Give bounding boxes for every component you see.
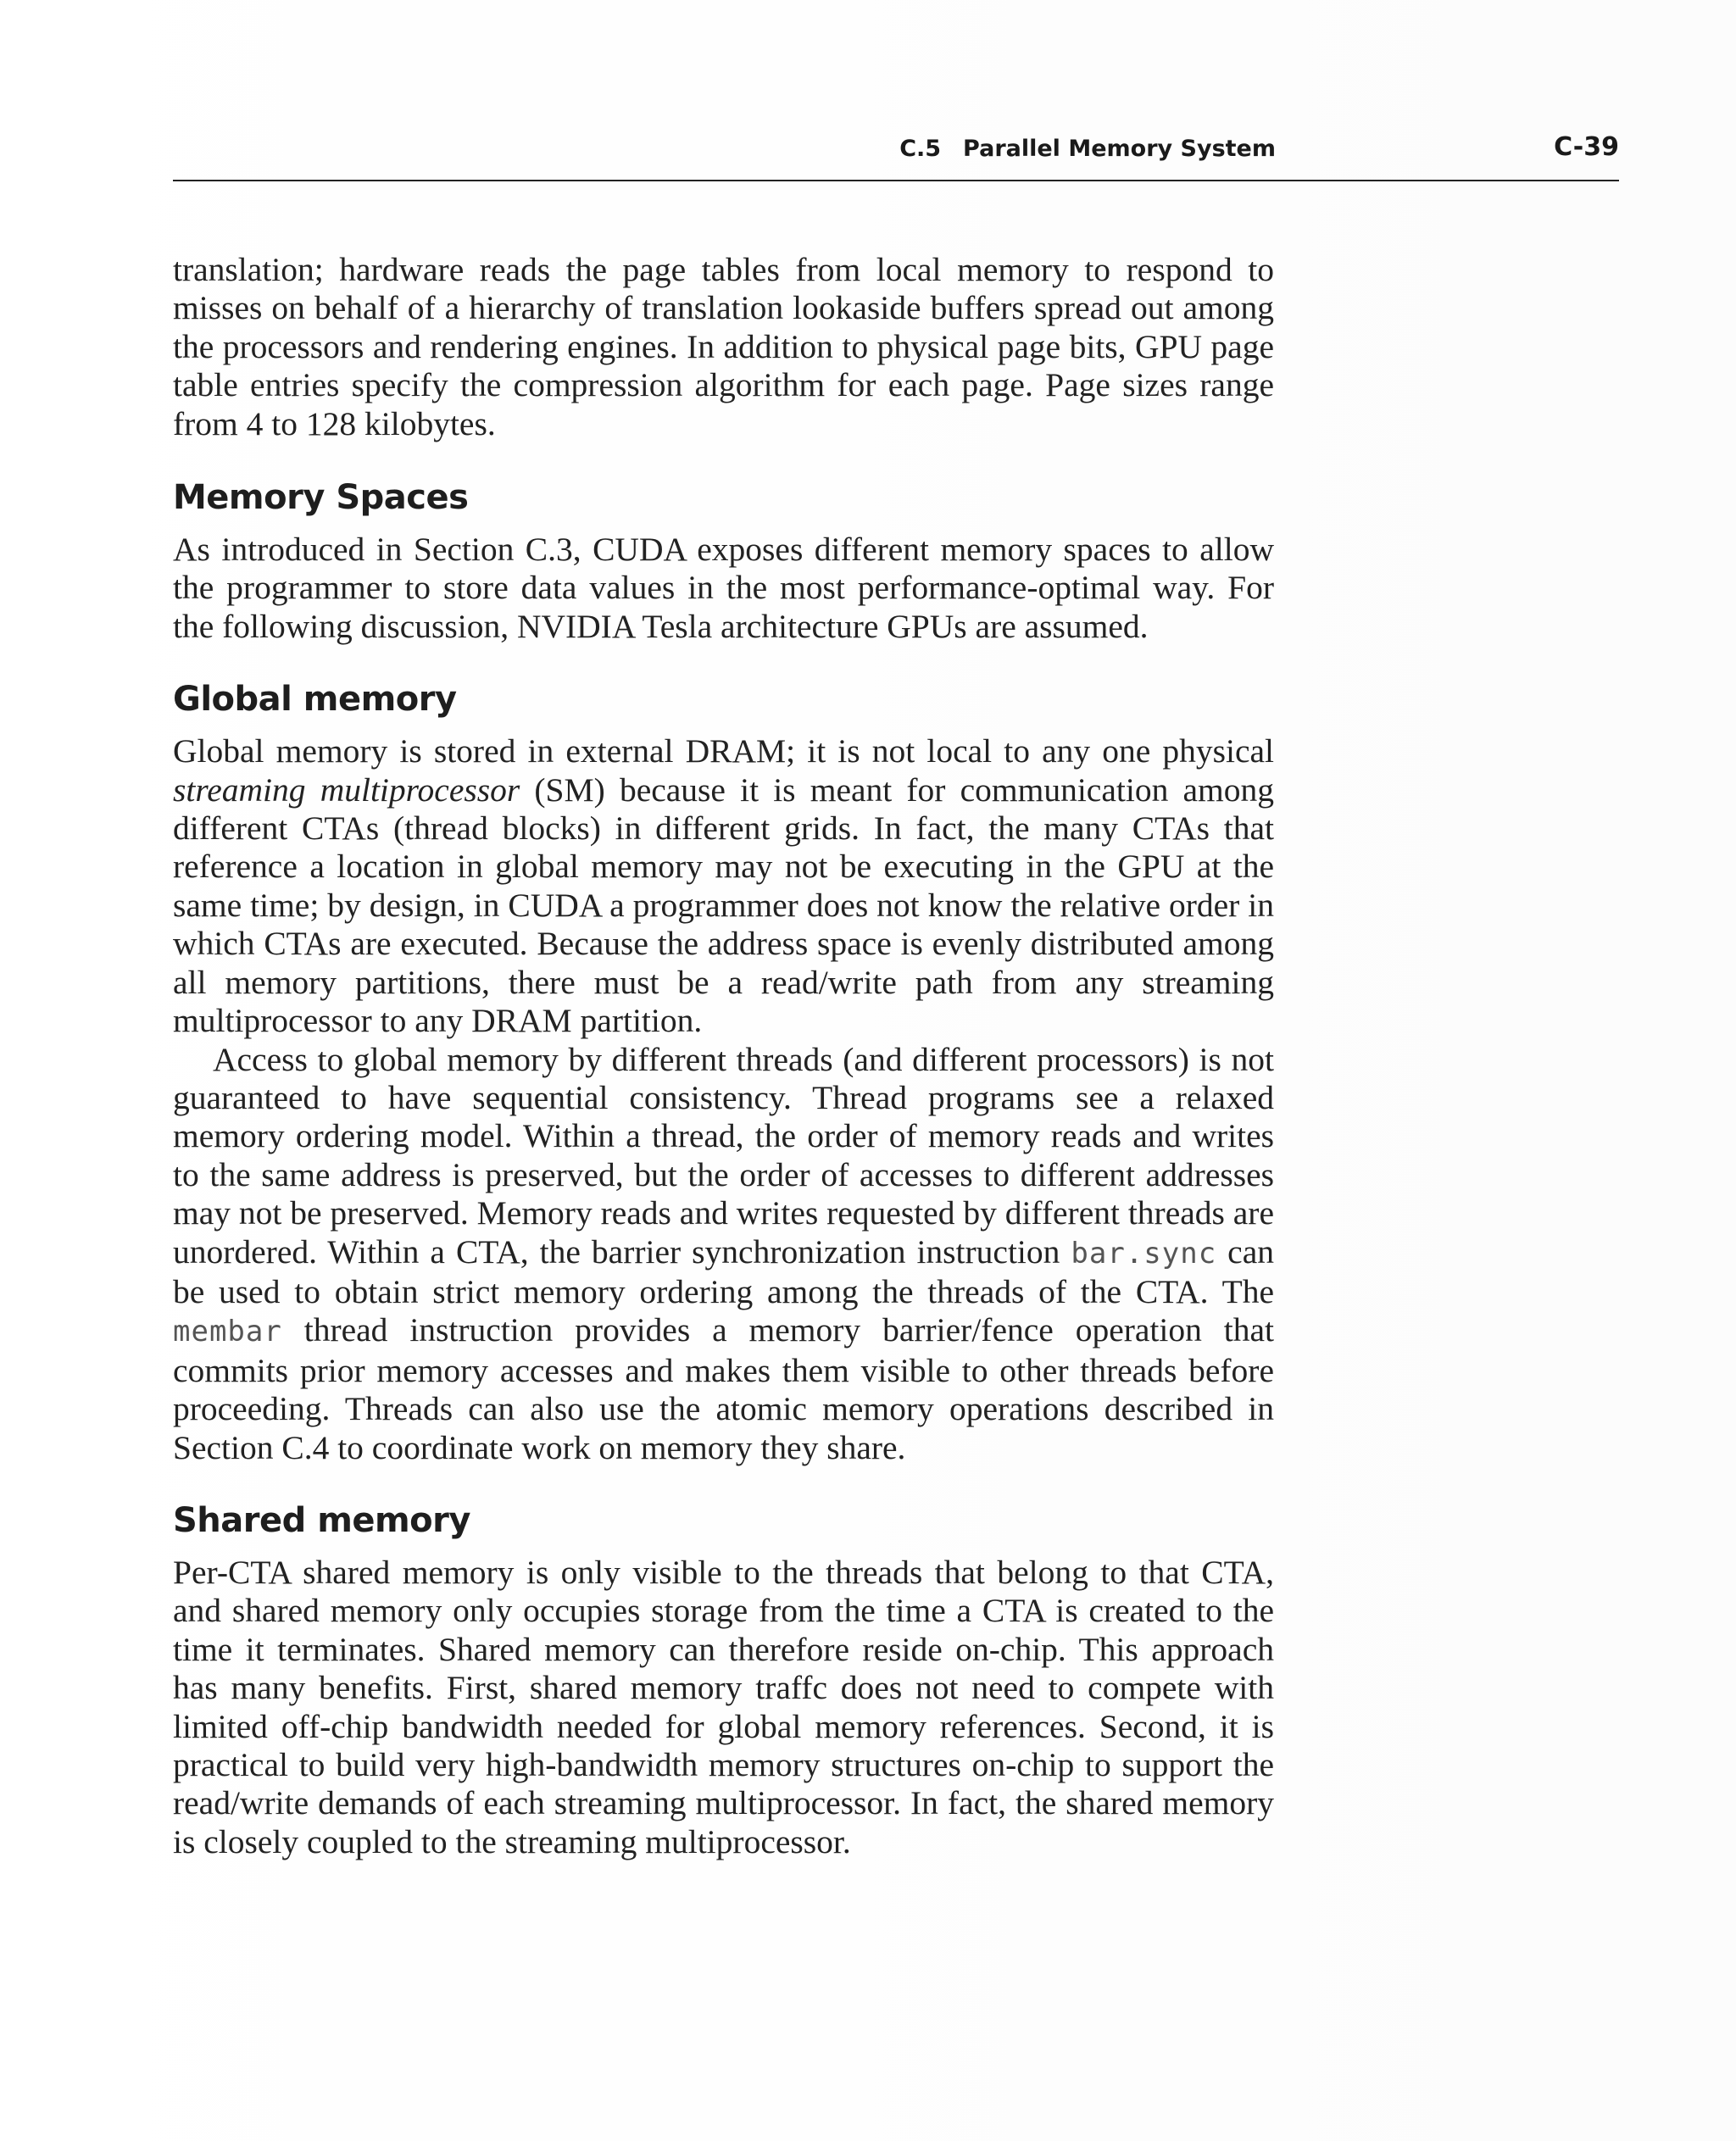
global-memory-paragraph-1 [173,732,1274,1040]
text-run: Global memory is stored in external DRAM; it is not local to any one physical [173,732,1274,770]
text-run: thread instruction provides a memory barrier/fence operation that commits prior memory accesses and makes them visible to other threads before proceeding. Threads can also use the atomic memory operations described in Section C.4 to coordinate work on memory they share. [173,1311,1274,1466]
page-number: C-39 [1554,132,1619,162]
global-memory-paragraph-2 [173,1041,1274,1467]
shared-memory-paragraph: Per-CTA shared memory is only visible to the threads that belong to that CTA, and shared memory only occupies storage from the time a CTA is created to the time it terminates. Shared memory can therefore reside on-chip. This approach has many benefits. First, shared memory traffc does not need to compete with limited off-chip bandwidth needed for global memory references. Second, it is practical to build very high-bandwidth memory structures on-chip to support the read/write demands of each streaming multiprocessor. In fact, the shared memory is closely coupled to the streaming multiprocessor. [173,1553,1274,1860]
running-head-section [899,136,1276,162]
section-title: Parallel Memory System [963,136,1276,162]
heading-global-memory: Global memory [173,680,457,720]
heading-shared-memory: Shared memory [173,1500,470,1540]
italic-term: streaming multiprocessor [173,770,520,809]
text-run: (SM) because it is meant for communication among different CTAs (thread blocks) in different grids. In fact, the many CTAs that reference a location in global memory may not be executing in the GPU at the same time; by design, in CUDA a programmer does not know the relative order in which CTAs are executed. Because the address space is evenly distributed among all memory partitions, there must be a read/write path from any streaming multiprocessor to any DRAM partition. [173,770,1274,1040]
memory-spaces-paragraph: As introduced in Section C.3, CUDA exposes different memory spaces to allow the programmer to store data values in the most performance-optimal way. For the following discussion, NVIDIA Tesla architecture GPUs are assumed. [173,531,1274,645]
body-text [173,251,1274,1861]
intro-paragraph: translation; hardware reads the page tables from local memory to respond to misses on behalf of a hierarchy of translation lookaside buffers spread out among the processors and rendering engines. In addition to physical page bits, GPU page table entries specify the compression algorithm for each page. Page sizes range from 4 to 128 kilobytes. [173,251,1274,442]
section-number: C.5 [899,136,942,162]
heading-memory-spaces: Memory Spaces [173,478,469,518]
text-run: Access to global memory by different threads (and different processors) is not guaranteed to have sequential consistency. Thread programs see a relaxed memory ordering model. Within a thread, the order of memory reads and writes to the same address is preserved, but the order of accesses to different addresses may not be preserved. Memory reads and writes requested by different threads are unordered. Within a CTA, the barrier synchronization instruction [173,1040,1274,1271]
code-membar: membar [173,1315,282,1349]
text-run: can be used to obtain strict memory ordering among the threads of the CTA. The [173,1232,1274,1310]
code-bar-sync: bar.sync [1071,1236,1217,1271]
running-head [173,129,1619,181]
